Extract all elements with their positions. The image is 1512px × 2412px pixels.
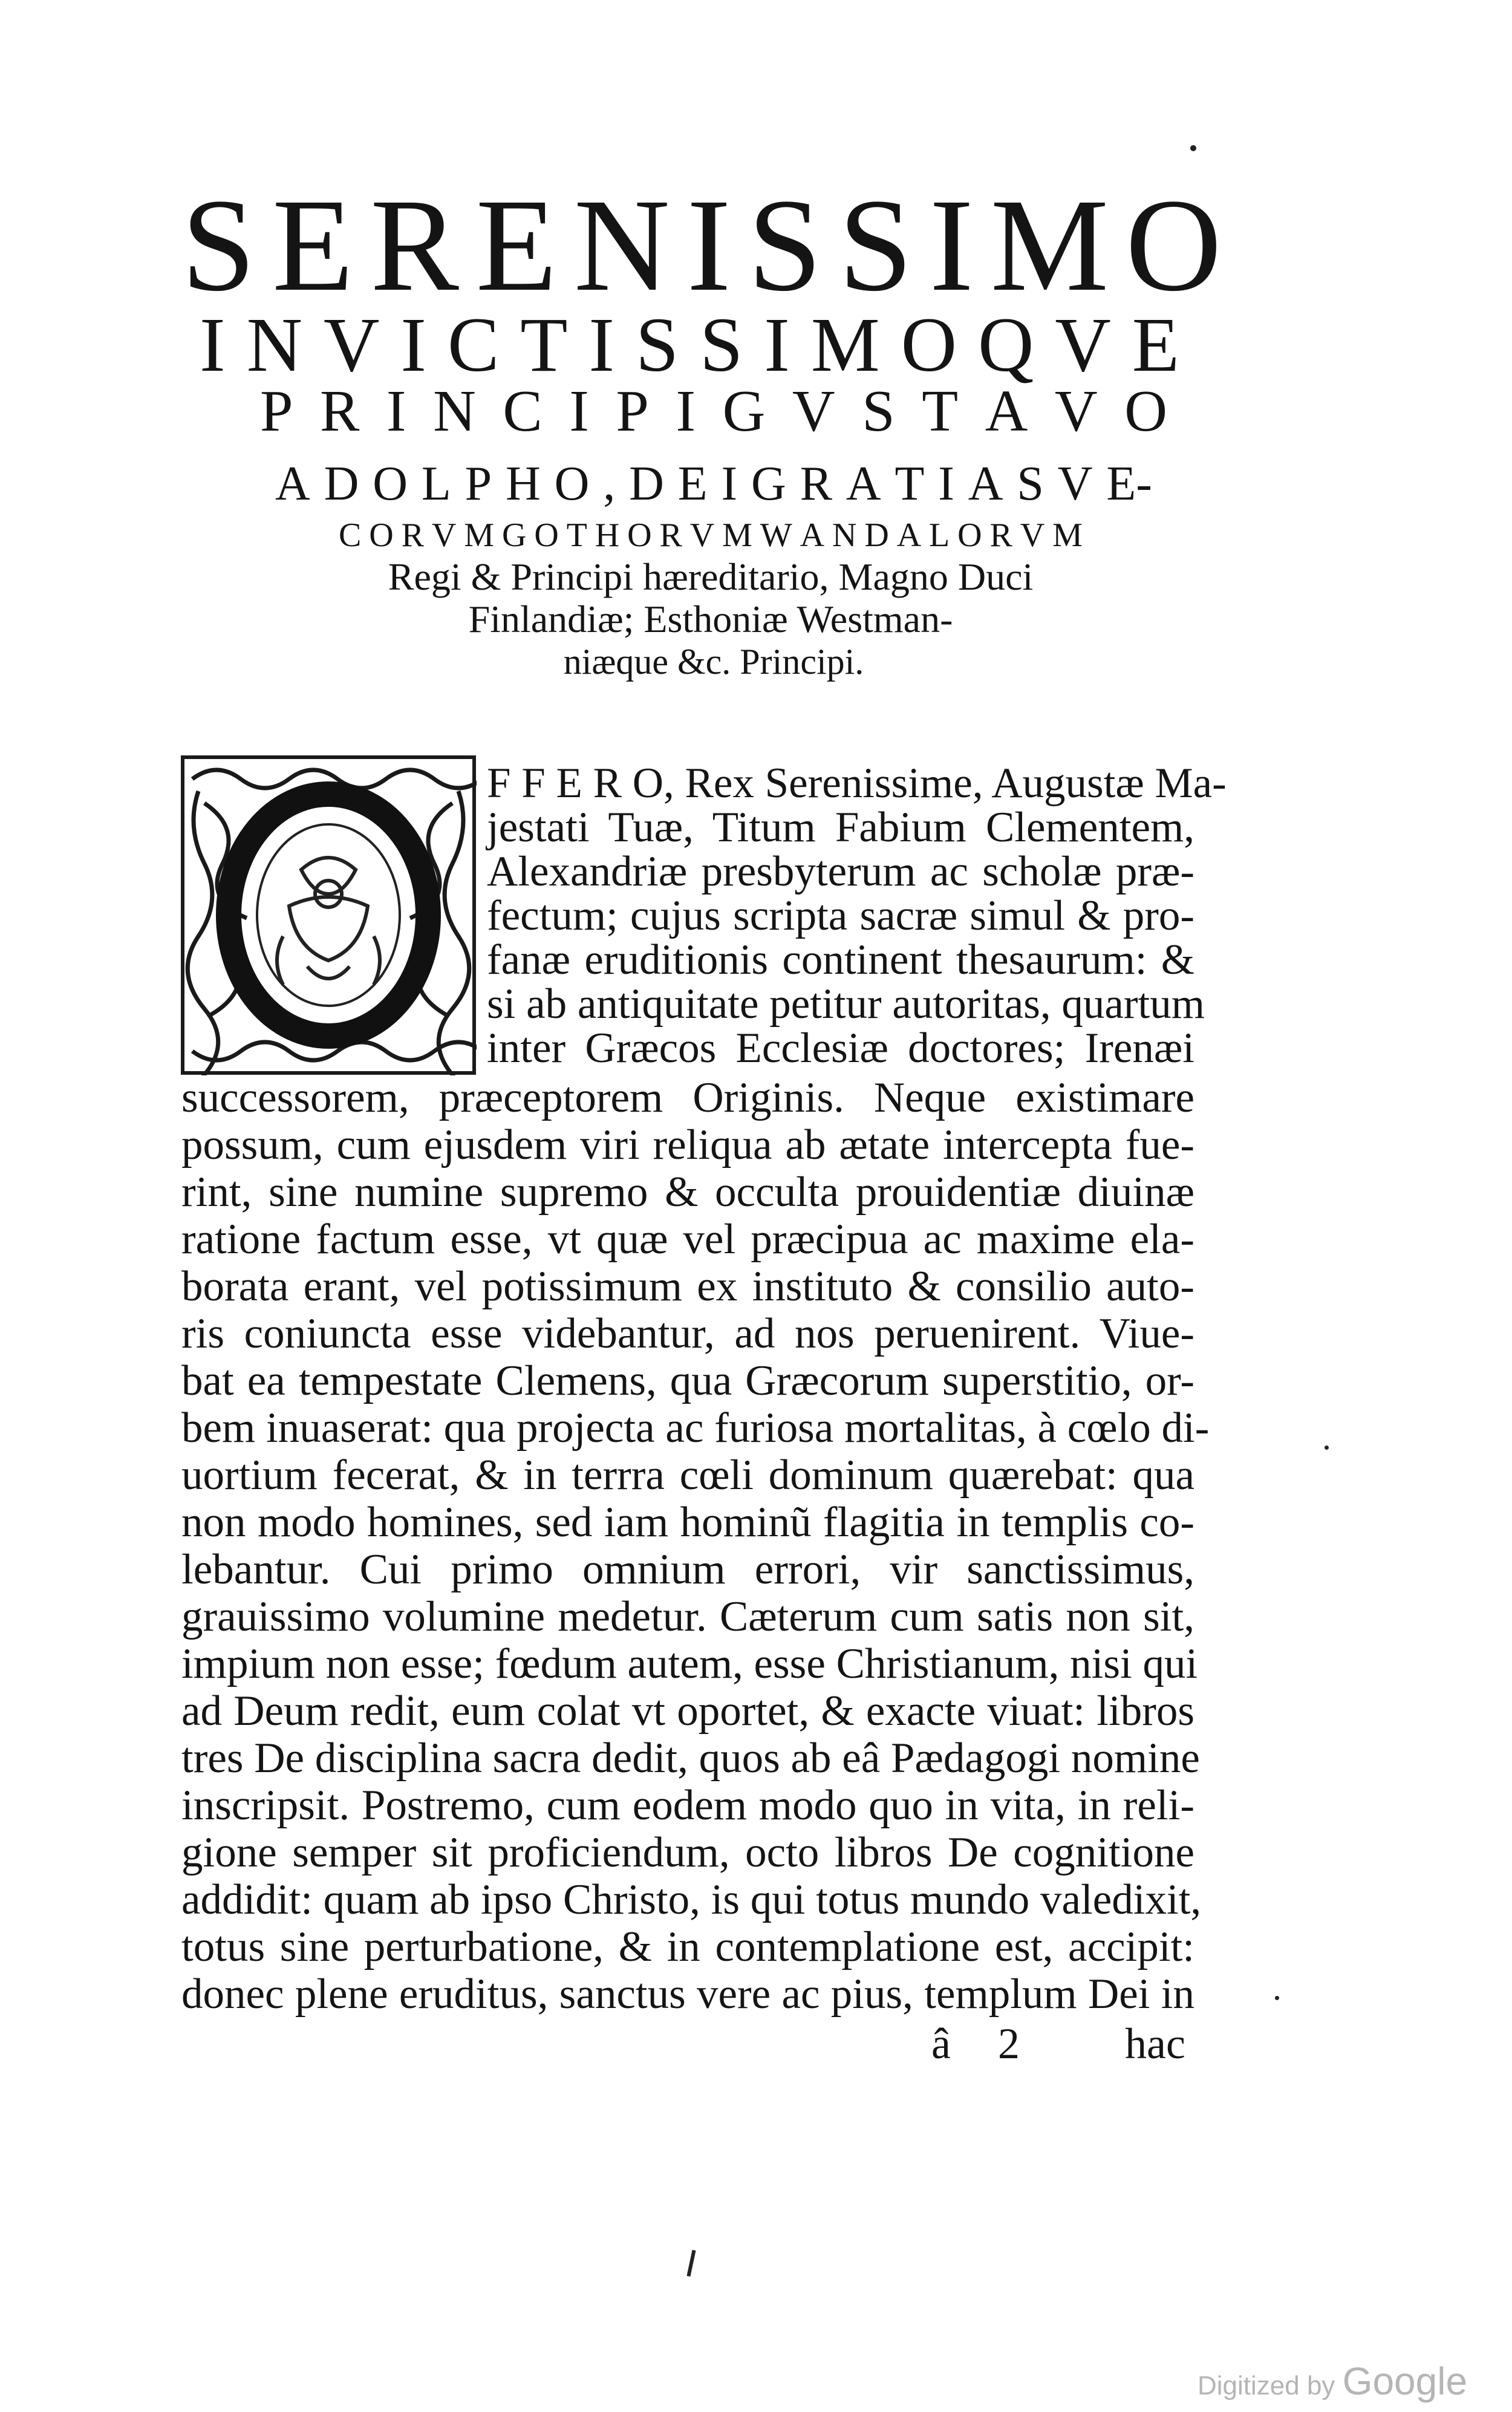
- title-letter: P: [464, 457, 492, 510]
- title-letter: A: [985, 379, 1028, 444]
- title-letter: L: [421, 457, 451, 510]
- title-letter: E: [475, 171, 558, 319]
- title-letter: S: [838, 171, 913, 319]
- title-letter: T: [520, 302, 568, 388]
- title-letter: R: [989, 517, 1012, 554]
- title-letter: R: [320, 379, 360, 444]
- title-letter: S: [1017, 457, 1044, 510]
- text-line: si ab antiquitate petitur autoritas, quartum: [487, 980, 1205, 1028]
- title-letter: D: [629, 457, 664, 510]
- title-letter: G: [722, 379, 766, 444]
- title-letter: I: [686, 171, 731, 319]
- title-letter: A: [275, 457, 310, 510]
- text-line: rint, sine numine supremo & occulta prouidentiæ diuinæ: [181, 1169, 1194, 1216]
- title-letter: L: [929, 517, 950, 554]
- title-letter: C: [447, 302, 500, 388]
- title-letter: N: [433, 379, 476, 444]
- title-letter: W: [760, 517, 792, 554]
- watermark-brand: Google: [1342, 2359, 1468, 2403]
- title-letter: I: [764, 302, 790, 388]
- title-letter: R: [401, 517, 424, 554]
- title-letter: M: [722, 517, 752, 554]
- title-letter: V: [1055, 302, 1111, 388]
- title-letter: O: [1126, 171, 1222, 319]
- title-letter: V: [689, 517, 715, 554]
- title-letter: E-: [1106, 457, 1152, 510]
- title-letter: ,: [603, 457, 616, 510]
- title-letter: H: [506, 457, 541, 510]
- text-line: totus sine perturbatione, & in contemplatione est, accipit:: [181, 1923, 1194, 1970]
- text-line: possum, cum ejusdem viri reliqua ab ætate intercepta fue-: [181, 1121, 1194, 1169]
- title-letter: P: [260, 379, 293, 444]
- title-letter: V: [323, 302, 380, 388]
- title-letter: I: [400, 302, 426, 388]
- title-letter: O: [369, 517, 394, 554]
- text-line: inter Græcos Ecclesiæ doctores; Irenæi: [487, 1025, 1194, 1072]
- title-letter: O: [373, 457, 408, 510]
- title-letter: M: [810, 302, 880, 388]
- title-letter: Q: [978, 302, 1034, 388]
- print-speck: [1325, 1446, 1329, 1450]
- title-letter: E: [1132, 302, 1179, 388]
- title-line-1: [181, 171, 1222, 319]
- text-line: uortium fecerat, & in terrra cœli dominum quærebat: qua: [181, 1452, 1194, 1499]
- title-letter: O: [554, 457, 590, 510]
- digitized-watermark: [1198, 2359, 1467, 2404]
- text-line: Alexandriæ presbyterum ac scholæ præ-: [487, 848, 1194, 895]
- title-letter: I: [929, 171, 974, 319]
- print-speck: [1275, 1996, 1279, 2000]
- title-letter: D: [324, 457, 359, 510]
- title-letter: V: [1057, 457, 1093, 510]
- title-letter: S: [181, 171, 256, 319]
- title-letter: R: [659, 517, 682, 554]
- text-line: ratione factum esse, vt quæ vel præcipua ac maxime ela-: [181, 1216, 1194, 1263]
- watermark-prefix: Digitized by: [1198, 2371, 1335, 2401]
- title-letter: A: [800, 517, 825, 554]
- text-line: successorem, præceptorem Originis. Neque existimare: [181, 1074, 1194, 1121]
- title-letter: I: [721, 457, 738, 510]
- title-letter: O: [1124, 379, 1167, 444]
- text-line: inscripsit. Postremo, cum eodem modo quo in vita, in reli-: [181, 1782, 1194, 1829]
- title-letter: I: [386, 379, 406, 444]
- title-letter: O: [534, 517, 559, 554]
- catchword: hac: [1125, 2019, 1185, 2068]
- title-letter: S: [635, 302, 679, 388]
- title-letter: A: [968, 457, 1003, 510]
- title-letter: M: [990, 171, 1109, 319]
- title-letter: C: [339, 517, 362, 554]
- text-line: addidit: quam ab ipso Christo, is qui totus mundo valedixit,: [181, 1876, 1202, 1923]
- title-letter: E: [677, 457, 708, 510]
- text-line: bat ea tempestate Clemens, qua Græcorum superstitio, or-: [181, 1357, 1194, 1404]
- title-letter: N: [573, 171, 670, 319]
- signature-mark: â 2: [931, 2019, 1038, 2068]
- title-line-6: Regi & Principi hæreditario, Magno Duci: [388, 555, 1034, 598]
- title-letter: V: [431, 517, 457, 554]
- title-letter: V: [1054, 379, 1098, 444]
- title-letter: A: [846, 457, 881, 510]
- title-letter: S: [700, 302, 743, 388]
- title-letter: S: [748, 171, 822, 319]
- title-letter: V: [792, 379, 835, 444]
- title-line-4: [275, 451, 1152, 517]
- title-letter: S: [862, 379, 895, 444]
- text-line: borata erant, vel potissimum ex instituto & consilio auto-: [181, 1263, 1194, 1310]
- title-letter: P: [616, 379, 649, 444]
- title-letter: I: [200, 302, 226, 388]
- text-line: bem inuaserat: qua projecta ac furiosa mortalitas, à cœlo di-: [181, 1404, 1210, 1452]
- title-letter: T: [566, 517, 587, 554]
- title-letter: G: [751, 457, 786, 510]
- text-line: non modo homines, sed iam hominũ flagitia in templis co-: [181, 1499, 1194, 1546]
- text-line: tres De disciplina sacra dedit, quos ab eâ Pædagogi nomine: [181, 1735, 1200, 1782]
- title-letter: A: [896, 517, 922, 554]
- title-letter: T: [922, 379, 959, 444]
- title-letter: C: [503, 379, 543, 444]
- text-line: fectum; cujus scripta sacræ simul & pro-: [487, 892, 1194, 939]
- title-letter: G: [501, 517, 527, 554]
- text-line: ris coniuncta esse videbantur, ad nos peruenirent. Viue-: [181, 1310, 1194, 1357]
- text-line: jestati Tuæ, Titum Fabium Clementem,: [487, 804, 1194, 851]
- text-line: impium non esse; fœdum autem, esse Christianum, nisi qui: [181, 1640, 1198, 1687]
- title-letter: N: [832, 517, 857, 554]
- text-line: lebantur. Cui primo omnium errori, vir sanctissimus,: [181, 1546, 1194, 1593]
- title-line-7: Finlandiæ; Esthoniæ Westman-: [468, 598, 953, 640]
- text-line: donec plene eruditus, sanctus vere ac pius, templum Dei in: [181, 1970, 1194, 2018]
- decorated-initial: [180, 755, 477, 1075]
- title-line-5: [339, 511, 1083, 559]
- text-line: ad Deum redit, eum colat vt oportet, & exacte viuat: libros: [181, 1687, 1194, 1735]
- title-letter: E: [272, 171, 354, 319]
- print-mark: [686, 2250, 696, 2277]
- title-letter: I: [938, 457, 954, 510]
- title-letter: V: [1020, 517, 1045, 554]
- print-speck: [1190, 145, 1196, 151]
- title-letter: D: [864, 517, 889, 554]
- title-line-3: [260, 375, 1167, 448]
- title-line-8: niæque &c. Principi.: [563, 642, 864, 682]
- title-letter: I: [588, 302, 615, 388]
- title-letter: T: [894, 457, 925, 510]
- text-line: F F E R O, Rex Serenissime, Augustæ Ma-: [487, 760, 1227, 807]
- ornament-illustration: [180, 755, 477, 1075]
- text-line: gione semper sit proficiendum, octo libros De cognitione: [181, 1829, 1194, 1876]
- title-letter: O: [901, 302, 957, 388]
- title-letter: R: [800, 457, 833, 510]
- text-line: grauissimo volumine medetur. Cæterum cum satis non sit,: [181, 1593, 1194, 1640]
- title-letter: R: [370, 171, 459, 319]
- title-letter: M: [464, 517, 495, 554]
- title-letter: I: [569, 379, 589, 444]
- title-letter: O: [957, 517, 982, 554]
- title-letter: H: [595, 517, 620, 554]
- title-letter: M: [1052, 517, 1083, 554]
- text-line: fanæ eruditionis continent thesaurum: &: [487, 936, 1194, 983]
- title-letter: O: [627, 517, 652, 554]
- title-letter: N: [246, 302, 303, 388]
- title-letter: I: [676, 379, 696, 444]
- title-line-2: [200, 302, 1179, 387]
